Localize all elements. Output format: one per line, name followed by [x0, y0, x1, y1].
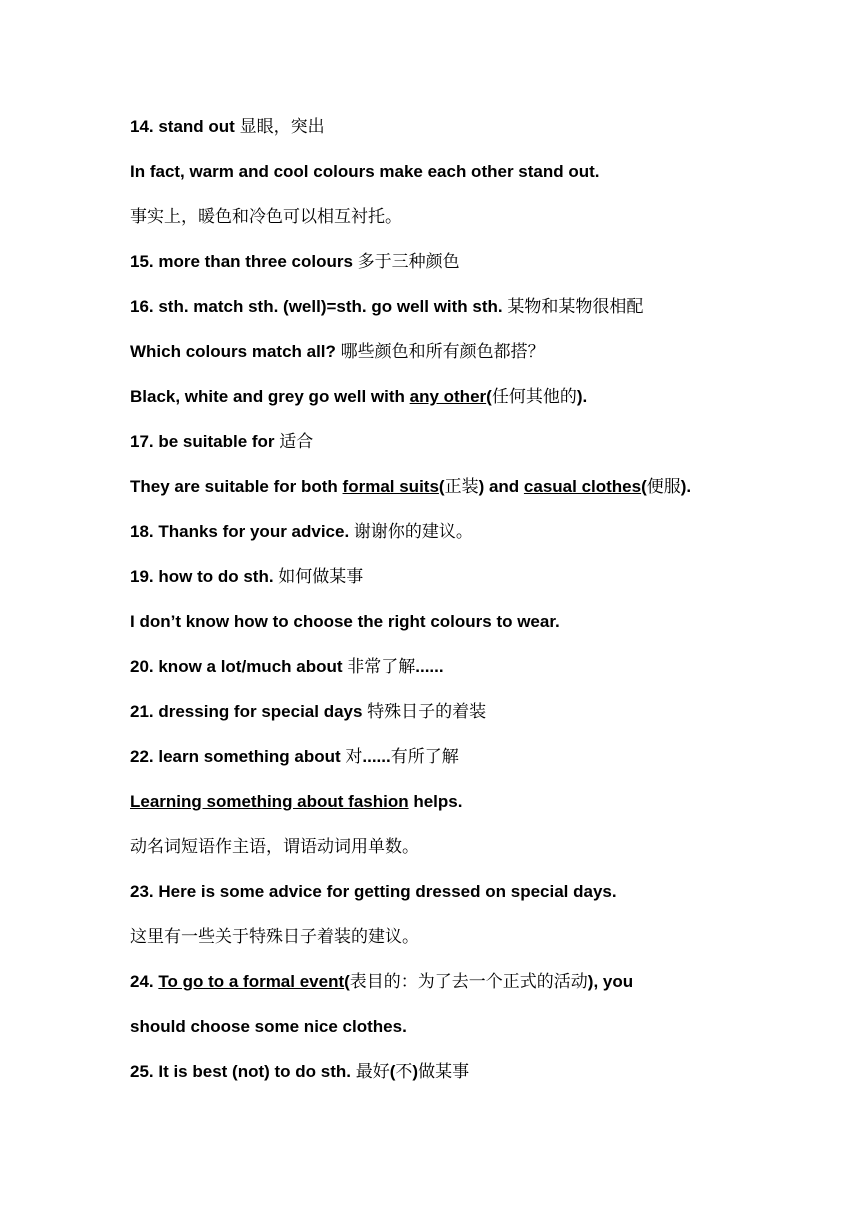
line-text: 便服 [646, 477, 681, 496]
line-text: ( [486, 387, 492, 406]
line-text: 任何其他的 [491, 387, 577, 406]
underlined-text: casual clothes [523, 477, 642, 496]
line-text: 20. know a lot/much about [130, 657, 343, 676]
document-line [130, 920, 830, 965]
line-text: 对 [340, 747, 363, 766]
document-line [130, 335, 830, 380]
document-line [130, 1055, 830, 1100]
line-text: ...... [362, 747, 391, 766]
document-line [130, 785, 830, 830]
document-line [130, 695, 830, 740]
underlined-text: Learning something about fashion [130, 792, 409, 811]
line-text: ( [389, 1062, 396, 1081]
line-text: 如何做某事 [273, 567, 364, 586]
line-text: ) and [478, 477, 524, 496]
document-body [130, 110, 830, 1100]
document-line [130, 200, 830, 245]
line-text: 特殊日子的着装 [362, 702, 487, 721]
line-text: 适合 [274, 432, 314, 451]
document-line [130, 1010, 830, 1055]
line-text: ), you [587, 972, 634, 991]
line-text: 18. Thanks for your advice. [130, 522, 350, 541]
line-text: 某物和某物很相配 [502, 297, 644, 316]
line-text: ). [576, 387, 588, 406]
line-text: 这里有一些关于特殊日子着装的建议。 [130, 927, 419, 946]
line-text: 多于三种颜色 [352, 252, 460, 271]
line-text: ( [344, 972, 350, 991]
line-text: ). [680, 477, 692, 496]
line-text: 19. how to do sth. [130, 567, 274, 586]
line-text: helps. [408, 792, 463, 811]
document-line [130, 245, 830, 290]
document-line [130, 515, 830, 560]
line-text: 哪些颜色和所有颜色都搭？ [335, 342, 545, 361]
line-text: 24. [130, 972, 159, 991]
document-line [130, 425, 830, 470]
line-text: 做某事 [418, 1062, 470, 1081]
document-line [130, 560, 830, 605]
line-text: 25. It is best (not) to do sth. [130, 1062, 351, 1081]
underlined-text: To go to a formal event [158, 972, 345, 991]
document-line [130, 740, 830, 785]
line-text: ( [438, 477, 445, 496]
line-text: 有所了解 [390, 747, 459, 766]
line-text: 正装 [444, 477, 479, 496]
line-text: 23. Here is some advice for getting dressed on special days. [130, 882, 617, 901]
line-text: should choose some nice clothes. [130, 1017, 407, 1036]
line-text: Black, white and grey go well with [130, 387, 410, 406]
line-text: ( [641, 477, 647, 496]
document-line [130, 290, 830, 335]
document-line [130, 605, 830, 650]
document-line [130, 380, 830, 425]
line-text: 14. stand out [130, 117, 235, 136]
line-text: They are suitable for both [130, 477, 343, 496]
document-line [130, 650, 830, 695]
line-text: 谢谢你的建议。 [349, 522, 473, 541]
line-text: ) [412, 1062, 419, 1081]
line-text: ...... [415, 657, 444, 676]
line-text: 非常了解 [342, 657, 416, 676]
document-line [130, 965, 830, 1010]
line-text: 最好 [351, 1062, 390, 1081]
line-text: 17. be suitable for [130, 432, 275, 451]
line-text: In fact, warm and cool colours make each other stand out. [130, 162, 600, 181]
document-line [130, 875, 830, 920]
line-text: 16. sth. match sth. (well)=sth. go well with sth. [130, 297, 503, 316]
underlined-text: any other [409, 387, 487, 406]
document-line [130, 830, 830, 875]
line-text: 显眼，突出 [234, 117, 325, 136]
document-line [130, 155, 830, 200]
line-text: 动名词短语作主语，谓语动词用单数。 [130, 837, 419, 856]
document-line [130, 470, 830, 515]
line-text: Which colours match all? [130, 342, 336, 361]
line-text: I don’t know how to choose the right colours to wear. [130, 612, 560, 631]
line-text: 21. dressing for special days [130, 702, 363, 721]
line-text: 22. learn something about [130, 747, 341, 766]
line-text: 15. more than three colours [130, 252, 353, 271]
line-text: 表目的：为了去一个正式的活动 [349, 972, 588, 991]
document-line [130, 110, 830, 155]
underlined-text: formal suits [342, 477, 439, 496]
line-text: 不 [395, 1062, 413, 1081]
line-text: 事实上，暖色和冷色可以相互衬托。 [130, 207, 402, 226]
